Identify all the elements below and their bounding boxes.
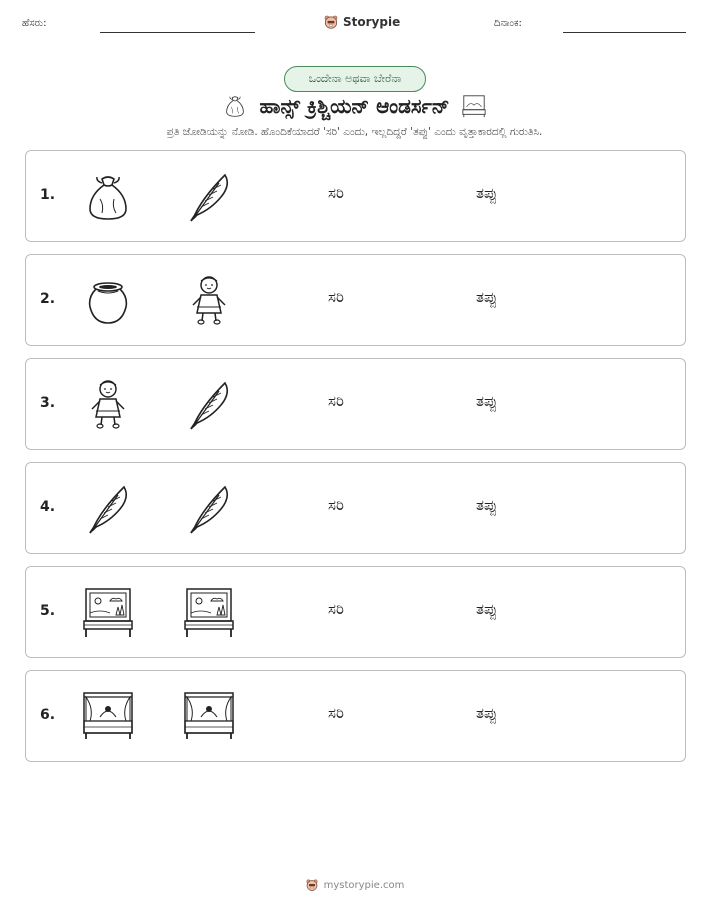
false-option[interactable]: ತಪ್ಪು <box>476 704 498 722</box>
curtain-bed-icon <box>80 689 136 745</box>
worksheet-header <box>0 0 709 50</box>
false-option[interactable]: ತಪ್ಪು <box>476 496 498 514</box>
false-option[interactable]: ತಪ್ಪು <box>476 288 498 306</box>
brand-name: Storypie <box>343 15 401 29</box>
sack-icon <box>80 169 136 225</box>
bed-icon <box>461 93 487 119</box>
sack-icon <box>222 93 248 119</box>
question-number: 1. <box>40 187 56 203</box>
true-option[interactable]: ಸರಿ <box>328 184 344 202</box>
question-row <box>25 670 686 762</box>
category-badge: ಒಂದೇನಾ ಅಥವಾ ಬೇರೆನಾ <box>284 66 426 92</box>
doll-icon <box>80 377 136 433</box>
question-number: 3. <box>40 395 56 411</box>
quill-feather-icon <box>181 481 237 537</box>
question-number: 2. <box>40 291 56 307</box>
false-option[interactable]: ತಪ್ಪು <box>476 184 498 202</box>
name-write-line <box>100 32 255 33</box>
true-option[interactable]: ಸರಿ <box>328 496 344 514</box>
quill-feather-icon <box>80 481 136 537</box>
quill-feather-icon <box>181 377 237 433</box>
quill-feather-icon <box>181 169 237 225</box>
question-row <box>25 358 686 450</box>
true-option[interactable]: ಸರಿ <box>328 392 344 410</box>
window-bed-icon <box>181 585 237 641</box>
date-write-line <box>563 32 686 33</box>
page-title: ಹಾನ್ಸ್ ಕ್ರಿಶ್ಚಿಯನ್ ಆಂಡರ್ಸನ್ <box>259 94 450 118</box>
true-option[interactable]: ಸರಿ <box>328 288 344 306</box>
question-row <box>25 150 686 242</box>
question-row <box>25 462 686 554</box>
curtain-bed-icon <box>181 689 237 745</box>
date-label: ದಿನಾಂಕ: <box>494 18 522 29</box>
question-number: 5. <box>40 603 56 619</box>
instructions: ಪ್ರತಿ ಜೋಡಿಯನ್ನು ನೋಡಿ. ಹೊಂದಿಕೆಯಾದರೆ 'ಸರಿ' ಎಂದು, ಇಲ್ಲದಿದ್ದರೆ 'ತಪ್ಪು' ಎಂದು ವೃತ್ತಾಕಾರದಲ್ಲಿ ಗುರುತಿಸಿ. <box>166 126 543 138</box>
name-label: ಹೆಸರು: <box>22 18 47 29</box>
question-row <box>25 254 686 346</box>
true-option[interactable]: ಸರಿ <box>328 704 344 722</box>
question-row <box>25 566 686 658</box>
pot-icon <box>80 273 136 329</box>
doll-icon <box>181 273 237 329</box>
question-number: 6. <box>40 707 56 723</box>
question-number: 4. <box>40 499 56 515</box>
false-option[interactable]: ತಪ್ಪು <box>476 600 498 618</box>
true-option[interactable]: ಸರಿ <box>328 600 344 618</box>
footer-site: mystorypie.com <box>323 879 405 891</box>
storypie-bear-icon <box>323 14 339 30</box>
title-row <box>0 88 709 124</box>
brand-logo <box>323 12 400 32</box>
false-option[interactable]: ತಪ್ಪು <box>476 392 498 410</box>
window-bed-icon <box>80 585 136 641</box>
footer <box>0 878 709 892</box>
storypie-bear-icon <box>305 878 319 892</box>
